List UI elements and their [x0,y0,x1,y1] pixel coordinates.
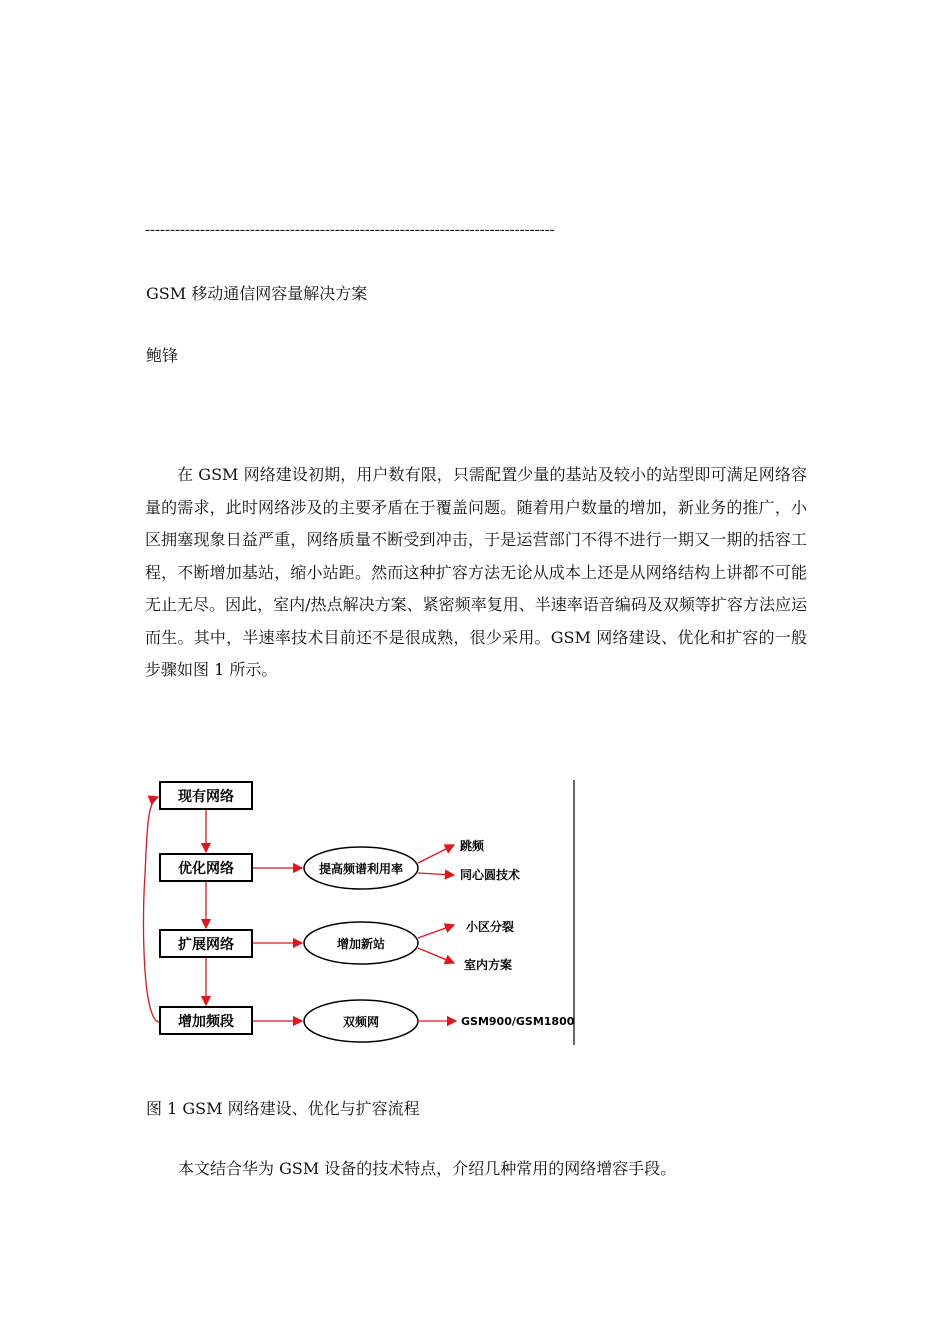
branch-label-concentric: 同心圆技术 [460,868,521,882]
author-name: 鲍锋 [146,346,179,365]
arrow-to-concentric [418,873,454,875]
closing-paragraph: 本文结合华为 GSM 设备的技术特点，介绍几种常用的网络增容手段。 [178,1159,677,1178]
ellipse-dual-band [304,1000,418,1042]
ellipse-label-dual: 双频网 [342,1015,380,1029]
ellipse-label-spectrum: 提高频谱利用率 [318,862,404,876]
step-box-existing [160,782,252,809]
arrow-to-cell-split [418,925,454,938]
step-box-add-band [160,1007,252,1034]
step-label-expand: 扩展网络 [178,937,234,953]
arrow-feedback-loop [143,797,159,1022]
branch-label-indoor: 室内方案 [464,958,513,972]
figure-caption: 图 1 GSM 网络建设、优化与扩容流程 [146,1099,420,1118]
branch-label-cell-split: 小区分裂 [466,920,515,934]
ellipse-new-sites [304,922,418,964]
ellipse-label-sites: 增加新站 [336,937,386,951]
branch-label-hopping: 跳频 [460,839,485,853]
arrow-to-indoor [418,948,454,963]
flowchart-figure [140,775,585,1050]
branch-label-gsm-bands: GSM900/GSM1800 [461,1015,575,1028]
document-title: GSM 移动通信网容量解决方案 [146,284,368,303]
step-box-optimize [160,854,252,881]
intro-paragraph-text: 在 GSM 网络建设初期，用户数有限，只需配置少量的基站及较小的站型即可满足网络容量的需求，此时网络涉及的主要矛盾在于覆盖问题。随着用户数量的增加，新业务的推广，小区拥塞现象日益严重，网络质量不断受到冲击，于是运营部门不得不进行一期又一期的括容工程，不断增加基站，缩小站距。然而这种扩容方法无论从成本上还是从网络结构上讲都不可能无止无尽。因此，室内/热点解决方案、紧密频率复用、半速率语音编码及双频等扩容方法应运而生。其中，半速率技术目前还不是很成熟，很少采用。GSM 网络建设、优化和扩容的一般步骤如图 1 所示。 [145,465,807,679]
intro-paragraph [145,459,807,687]
step-box-expand [160,930,252,957]
step-label-optimize: 优化网络 [178,861,234,877]
step-label-existing: 现有网络 [178,789,234,805]
step-label-add-band: 增加频段 [178,1014,234,1030]
separator-line: ---------------------------------------------------------------------------------- [145,222,555,238]
ellipse-spectrum-efficiency [304,847,418,889]
arrow-to-hopping [418,845,454,863]
